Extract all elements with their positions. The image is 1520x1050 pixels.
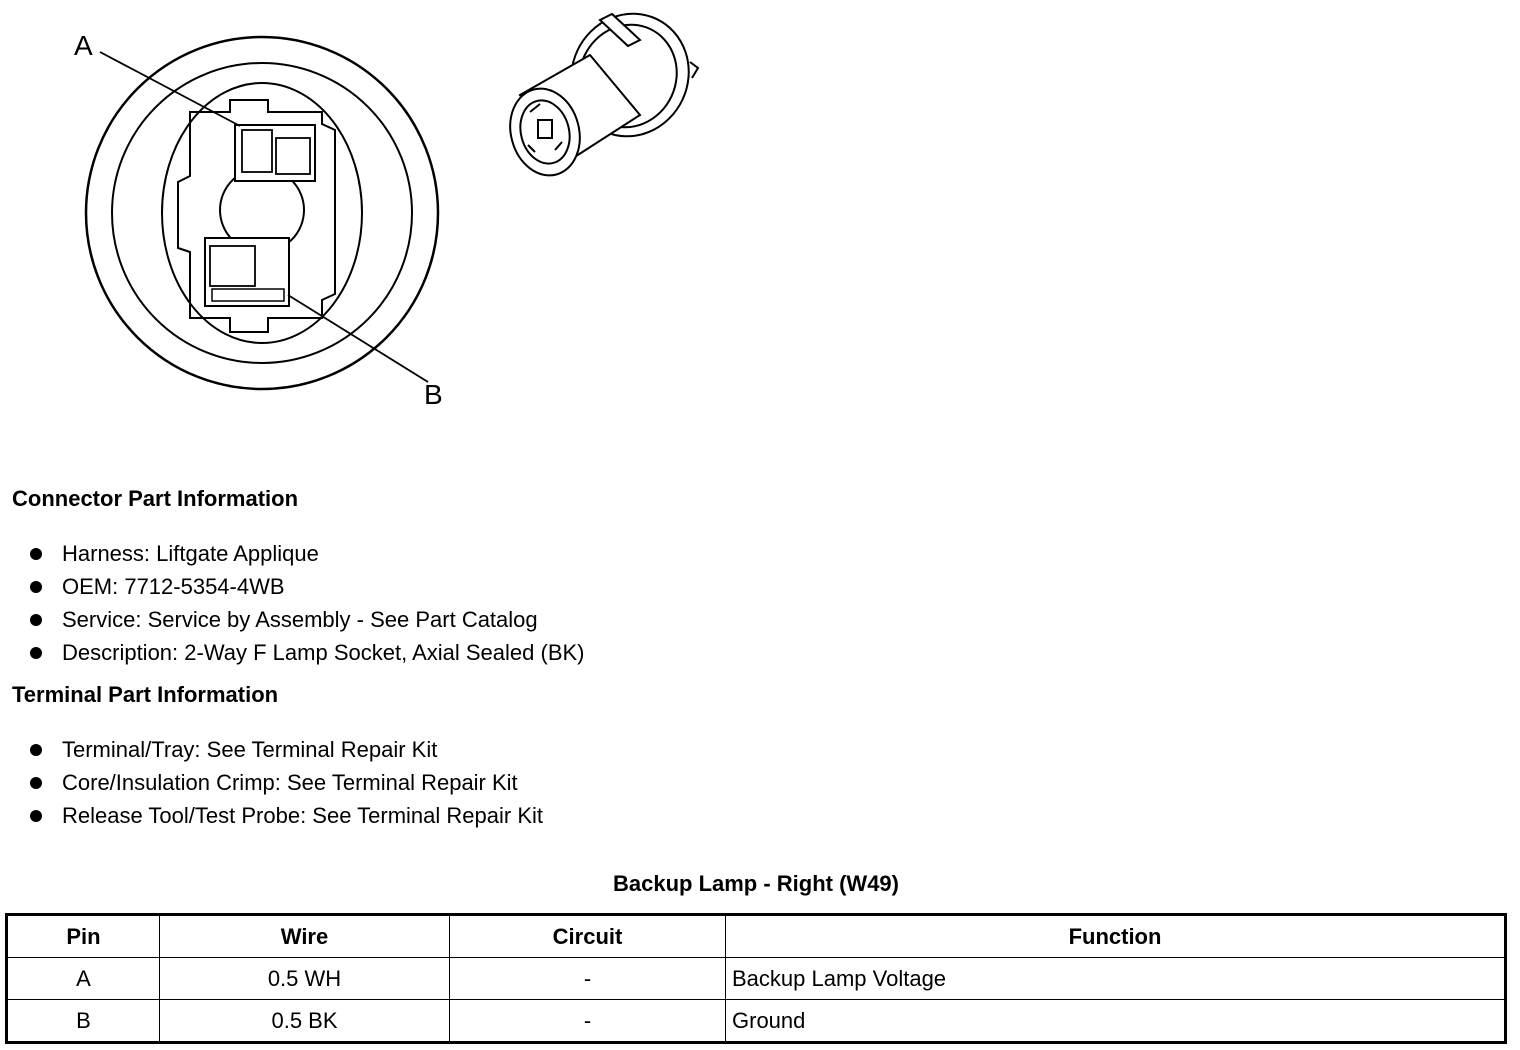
table-row (7, 958, 1506, 1000)
lamp-socket-illustration (501, 0, 709, 183)
bullet-icon (30, 744, 42, 756)
cell-pin: B (7, 1000, 160, 1043)
cell-function: Backup Lamp Voltage (726, 958, 1506, 1000)
connector-oem: OEM: 7712-5354-4WB (62, 574, 285, 599)
connector-outer-ring (86, 37, 438, 389)
cell-circuit: - (450, 1000, 726, 1043)
cell-function: Ground (726, 1000, 1506, 1043)
header-wire: Wire (160, 915, 450, 958)
terminal-info-heading: Terminal Part Information (12, 682, 279, 707)
header-pin: Pin (7, 915, 160, 958)
list-item (30, 537, 585, 570)
list-item (30, 636, 585, 669)
cell-wire: 0.5 BK (160, 1000, 450, 1043)
connector-inner-ring (112, 63, 412, 363)
connector-description: Description: 2-Way F Lamp Socket, Axial Sealed (BK) (62, 640, 585, 665)
cell-circuit: - (450, 958, 726, 1000)
bullet-icon (30, 614, 42, 626)
header-circuit: Circuit (450, 915, 726, 958)
callout-a-label: A (74, 30, 93, 61)
connector-service: Service: Service by Assembly - See Part Catalog (62, 607, 538, 632)
list-item (30, 733, 543, 766)
terminal-info-list (30, 733, 543, 832)
terminal-release-tool: Release Tool/Test Probe: See Terminal Repair Kit (62, 803, 543, 828)
callout-b-label: B (424, 379, 443, 410)
terminal-crimp: Core/Insulation Crimp: See Terminal Repair Kit (62, 770, 518, 795)
terminal-tray: Terminal/Tray: See Terminal Repair Kit (62, 737, 438, 762)
connector-info-list (30, 537, 585, 669)
list-item (30, 799, 543, 832)
list-item (30, 766, 543, 799)
connector-diagram (0, 0, 760, 430)
bullet-icon (30, 777, 42, 789)
connector-info-heading: Connector Part Information (12, 486, 299, 511)
bullet-icon (30, 548, 42, 560)
bullet-icon (30, 810, 42, 822)
cell-pin: A (7, 958, 160, 1000)
pin-table-title: Backup Lamp - Right (W49) (612, 871, 899, 896)
table-row (7, 1000, 1506, 1043)
list-item (30, 570, 585, 603)
bullet-icon (30, 647, 42, 659)
header-function: Function (726, 915, 1506, 958)
table-header-row (7, 915, 1506, 958)
cell-wire: 0.5 WH (160, 958, 450, 1000)
connector-harness: Harness: Liftgate Applique (62, 541, 319, 566)
pin-table (5, 913, 1507, 1044)
list-item (30, 603, 585, 636)
callout-b-leader (288, 295, 428, 382)
bullet-icon (30, 581, 42, 593)
terminal-b-cavity (205, 238, 289, 306)
